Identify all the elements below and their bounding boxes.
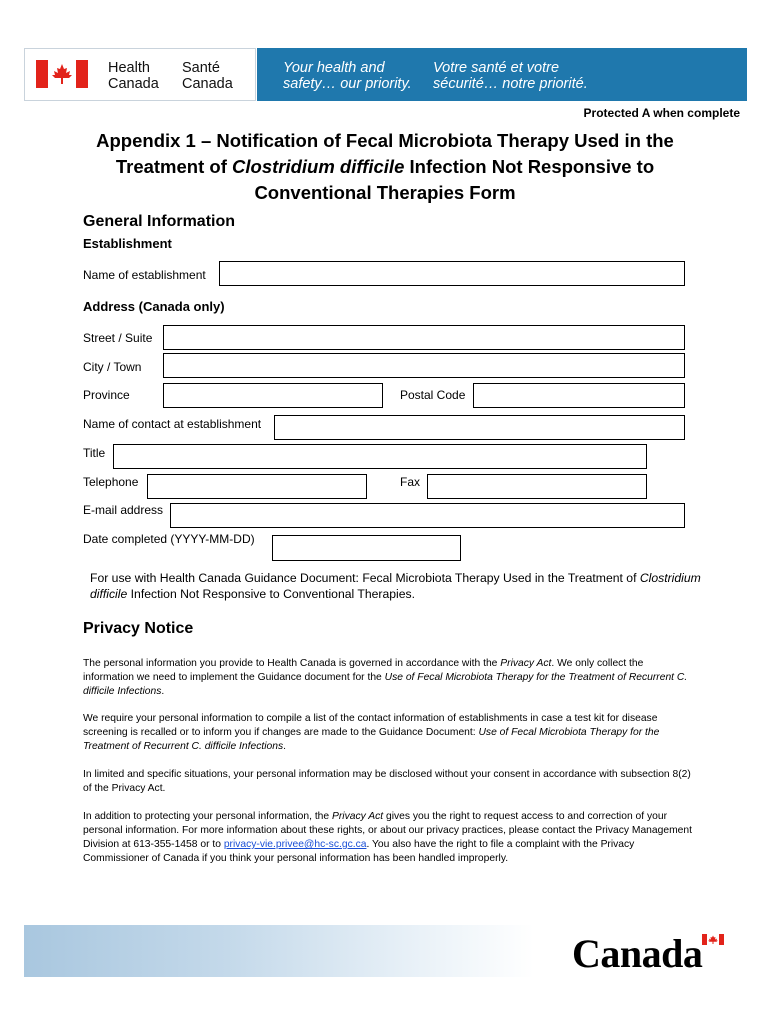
contact-name-input[interactable]: [274, 415, 685, 440]
privacy-paragraph-3: In limited and specific situations, your personal information may be disclosed without your consent in accordance with subsection 8(2) of the Privacy Act.: [83, 769, 691, 794]
title-label: Title: [83, 446, 106, 460]
postal-code-input[interactable]: [473, 383, 685, 408]
city-label: City / Town: [83, 360, 142, 374]
fax-input[interactable]: [427, 474, 647, 499]
slogan-fr-line1: Votre santé et votre: [433, 60, 560, 76]
date-completed-input[interactable]: [272, 535, 461, 561]
privacy-notice-heading: Privacy Notice: [83, 620, 194, 637]
canada-flag-icon: [36, 60, 88, 88]
street-input[interactable]: [163, 325, 685, 350]
dept-fr-line1: Santé: [182, 60, 220, 76]
dept-fr-line2: Canada: [182, 76, 233, 92]
guidance-note: For use with Health Canada Guidance Document: Fecal Microbiota Therapy Used in the Treatment of Clostridium difficile Infection Not Responsive to Conventional Therapies.: [90, 571, 701, 601]
privacy-paragraph-4: In addition to protecting your personal information, the Privacy Act gives you the right to request access to and correction of your personal information. For more information about these rights, or about our privacy practices, please contact the Privacy Management Division at 613-355-1458 or to privacy-vie.privee@hc-sc.gc.ca. You also have the right to file a complaint with the Privacy Commissioner of Canada if you think your personal information has been handled improperly.: [83, 811, 692, 864]
city-input[interactable]: [163, 353, 685, 378]
date-completed-label: Date completed (YYYY-MM-DD): [83, 532, 255, 546]
slogan-fr-line2: sécurité… notre priorité.: [433, 76, 588, 92]
postal-code-label: Postal Code: [400, 388, 466, 402]
name-of-establishment-input[interactable]: [219, 261, 685, 286]
privacy-email-link[interactable]: privacy-vie.privee@hc-sc.gc.ca: [223, 839, 367, 850]
establishment-heading: Establishment: [83, 236, 172, 251]
wordmark-flag-icon: [702, 934, 724, 945]
title-input[interactable]: [113, 444, 647, 469]
slogan-en-line1: Your health and: [283, 60, 385, 76]
email-label: E-mail address: [83, 503, 164, 517]
email-input[interactable]: [170, 503, 685, 528]
privacy-paragraph-1: The personal information you provide to Health Canada is governed in accordance with the Privacy Act. We only collect the information we need to implement the Guidance document for the Use of Fecal Microbiota Therapy for the Treatment of Recurrent C. difficile Infections.: [83, 658, 688, 697]
street-label: Street / Suite: [83, 331, 153, 345]
province-input[interactable]: [163, 383, 383, 408]
dept-en-line2: Canada: [108, 76, 159, 92]
telephone-label: Telephone: [83, 475, 139, 489]
contact-name-label: Name of contact at establishment: [83, 417, 262, 431]
canada-wordmark: Canada: [572, 931, 703, 976]
protected-label: Protected A when complete: [583, 106, 740, 120]
general-information-heading: General Information: [83, 213, 236, 230]
department-name-fr: [182, 60, 233, 92]
fax-label: Fax: [400, 475, 421, 489]
privacy-paragraph-2: We require your personal information to compile a list of the contact information of establishments in case a test kit for disease screening is recalled or to inform you if changes are made to the Guidance Document: Use of Fecal Microbiota Therapy for the Treatment of Recurrent C. difficile Infections.: [83, 713, 660, 752]
footer-gradient-bar: [24, 925, 534, 977]
title-line3: Conventional Therapies Form: [254, 182, 516, 203]
form-title: [70, 128, 700, 206]
slogan-en: [283, 60, 412, 92]
address-heading: Address (Canada only): [83, 299, 225, 314]
name-of-establishment-label: Name of establishment: [83, 268, 206, 282]
telephone-input[interactable]: [147, 474, 367, 499]
title-line1: Appendix 1 – Notification of Fecal Microbiota Therapy Used in the: [96, 130, 674, 151]
slogan-en-line2: safety… our priority.: [283, 76, 412, 92]
slogan-fr: [433, 60, 588, 92]
title-line2: Treatment of Clostridium difficile Infection Not Responsive to: [115, 156, 655, 177]
dept-en-line1: Health: [108, 60, 150, 76]
department-name-en: [108, 60, 159, 92]
province-label: Province: [83, 388, 130, 402]
